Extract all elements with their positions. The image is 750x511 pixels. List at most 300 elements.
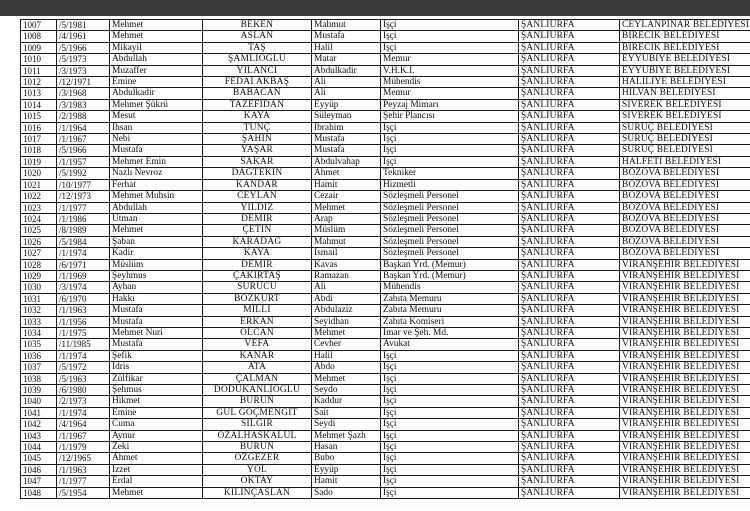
- table-row: [21, 145, 750, 156]
- father-name-cell: Ali: [312, 77, 381, 88]
- city-cell: ŞANLIURFA: [519, 430, 620, 441]
- table-row: [21, 373, 750, 384]
- father-name-cell: Mustafa: [312, 31, 381, 42]
- position-cell: İşçi: [381, 156, 519, 167]
- father-name-cell: Ramazan: [312, 270, 381, 281]
- table-row: [21, 476, 750, 487]
- institution-cell: BOZOVA BELEDİYESİ: [620, 236, 750, 247]
- surname-cell: ÇAKIRTAŞ: [203, 270, 312, 281]
- institution-cell: VİRANŞEHİR BELEDİYESİ: [620, 430, 750, 441]
- surname-cell: ÇALMAN: [203, 373, 312, 384]
- birth-date-cell: /5/1981: [57, 20, 110, 31]
- position-cell: İşçi: [381, 419, 519, 430]
- institution-cell: SURUÇ BELEDİYESİ: [620, 145, 750, 156]
- institution-cell: SİVEREK BELEDİYESİ: [620, 99, 750, 110]
- birth-date-cell: /3/1973: [57, 65, 110, 76]
- first-name-cell: Mesut: [110, 111, 203, 122]
- row-number-cell: 1036: [21, 350, 57, 361]
- father-name-cell: Cevher: [312, 339, 381, 350]
- row-number-cell: 1024: [21, 213, 57, 224]
- position-cell: İşçi: [381, 145, 519, 156]
- institution-cell: VİRANŞEHİR BELEDİYESİ: [620, 419, 750, 430]
- birth-date-cell: /1/1977: [57, 202, 110, 213]
- surname-cell: SAKAR: [203, 156, 312, 167]
- position-cell: İşçi: [381, 453, 519, 464]
- row-number-cell: 1044: [21, 442, 57, 453]
- father-name-cell: Seydi: [312, 419, 381, 430]
- position-cell: Zabıta Memuru: [381, 293, 519, 304]
- position-cell: Hizmetli: [381, 179, 519, 190]
- institution-cell: VİRANŞEHİR BELEDİYESİ: [620, 339, 750, 350]
- city-cell: ŞANLIURFA: [519, 31, 620, 42]
- birth-date-cell: /1/1979: [57, 442, 110, 453]
- first-name-cell: Cuma: [110, 419, 203, 430]
- city-cell: ŞANLIURFA: [519, 259, 620, 270]
- surname-cell: KANAR: [203, 350, 312, 361]
- row-number-cell: 1018: [21, 145, 57, 156]
- birth-date-cell: /5/1984: [57, 236, 110, 247]
- city-cell: ŞANLIURFA: [519, 168, 620, 179]
- position-cell: Memur: [381, 88, 519, 99]
- institution-cell: VİRANŞEHİR BELEDİYESİ: [620, 305, 750, 316]
- city-cell: ŞANLIURFA: [519, 419, 620, 430]
- institution-cell: VİRANŞEHİR BELEDİYESİ: [620, 362, 750, 373]
- surname-cell: ATA: [203, 362, 312, 373]
- surname-cell: YILDIZ: [203, 202, 312, 213]
- position-cell: İşçi: [381, 476, 519, 487]
- table-row: [21, 99, 750, 110]
- father-name-cell: Mahmut: [312, 236, 381, 247]
- position-cell: Başkan Yrd. (Memur): [381, 270, 519, 281]
- father-name-cell: Mehmet: [312, 327, 381, 338]
- city-cell: ŞANLIURFA: [519, 293, 620, 304]
- city-cell: ŞANLIURFA: [519, 225, 620, 236]
- position-cell: Mühendis: [381, 77, 519, 88]
- institution-cell: BİRECİK BELEDİYESİ: [620, 31, 750, 42]
- father-name-cell: Seyidhan: [312, 316, 381, 327]
- institution-cell: BOZOVA BELEDİYESİ: [620, 179, 750, 190]
- father-name-cell: Müslüm: [312, 225, 381, 236]
- position-cell: Sözleşmeli Personel: [381, 191, 519, 202]
- position-cell: İşçi: [381, 407, 519, 418]
- father-name-cell: Ahmet: [312, 168, 381, 179]
- surname-cell: ÇETİN: [203, 225, 312, 236]
- first-name-cell: Aynur: [110, 430, 203, 441]
- city-cell: ŞANLIURFA: [519, 453, 620, 464]
- row-number-cell: 1048: [21, 487, 57, 498]
- institution-cell: VİRANŞEHİR BELEDİYESİ: [620, 407, 750, 418]
- father-name-cell: Ali: [312, 282, 381, 293]
- surname-cell: TUNÇ: [203, 122, 312, 133]
- row-number-cell: 1016: [21, 122, 57, 133]
- table-row: [21, 327, 750, 338]
- city-cell: ŞANLIURFA: [519, 339, 620, 350]
- table-row: [21, 213, 750, 224]
- institution-cell: VİRANŞEHİR BELEDİYESİ: [620, 476, 750, 487]
- birth-date-cell: /6/1971: [57, 259, 110, 270]
- position-cell: Avukat: [381, 339, 519, 350]
- institution-cell: BOZOVA BELEDİYESİ: [620, 213, 750, 224]
- first-name-cell: İzzet: [110, 464, 203, 475]
- row-number-cell: 1034: [21, 327, 57, 338]
- table-row: [21, 236, 750, 247]
- position-cell: Sözleşmeli Personel: [381, 213, 519, 224]
- row-number-cell: 1033: [21, 316, 57, 327]
- surname-cell: FEDAİ AKBAŞ: [203, 77, 312, 88]
- city-cell: ŞANLIURFA: [519, 99, 620, 110]
- city-cell: ŞANLIURFA: [519, 54, 620, 65]
- table-row: [21, 156, 750, 167]
- surname-cell: VEFA: [203, 339, 312, 350]
- institution-cell: EYYÜBİYE BELEDİYESİ: [620, 54, 750, 65]
- institution-cell: VİRANŞEHİR BELEDİYESİ: [620, 464, 750, 475]
- position-cell: Sözleşmeli Personel: [381, 248, 519, 259]
- row-number-cell: 1019: [21, 156, 57, 167]
- birth-date-cell: /12/1965: [57, 453, 110, 464]
- first-name-cell: Abdulkadir: [110, 88, 203, 99]
- institution-cell: HALİLİYE BELEDİYESİ: [620, 77, 750, 88]
- table-row: [21, 88, 750, 99]
- father-name-cell: İbrahim: [312, 122, 381, 133]
- row-number-cell: 1029: [21, 270, 57, 281]
- city-cell: ŞANLIURFA: [519, 145, 620, 156]
- first-name-cell: Utman: [110, 213, 203, 224]
- row-number-cell: 1037: [21, 362, 57, 373]
- father-name-cell: Abdulvahap: [312, 156, 381, 167]
- first-name-cell: Şeyhmus: [110, 270, 203, 281]
- row-number-cell: 1009: [21, 42, 57, 53]
- institution-cell: VİRANŞEHİR BELEDİYESİ: [620, 385, 750, 396]
- institution-cell: VİRANŞEHİR BELEDİYESİ: [620, 270, 750, 281]
- city-cell: ŞANLIURFA: [519, 442, 620, 453]
- position-cell: Mühendis: [381, 282, 519, 293]
- city-cell: ŞANLIURFA: [519, 202, 620, 213]
- birth-date-cell: /3/1983: [57, 99, 110, 110]
- table-row: [21, 202, 750, 213]
- father-name-cell: Abdulkadir: [312, 65, 381, 76]
- row-number-cell: 1013: [21, 88, 57, 99]
- first-name-cell: Muzaffer: [110, 65, 203, 76]
- surname-cell: YAŞAR: [203, 145, 312, 156]
- birth-date-cell: /1/1977: [57, 476, 110, 487]
- row-number-cell: 1047: [21, 476, 57, 487]
- birth-date-cell: /3/1968: [57, 88, 110, 99]
- first-name-cell: Abdullah: [110, 54, 203, 65]
- table-row: [21, 191, 750, 202]
- surname-cell: ASLAN: [203, 31, 312, 42]
- birth-date-cell: /1/1974: [57, 407, 110, 418]
- father-name-cell: Süleyman: [312, 111, 381, 122]
- institution-cell: SİVEREK BELEDİYESİ: [620, 111, 750, 122]
- institution-cell: SURUÇ BELEDİYESİ: [620, 122, 750, 133]
- first-name-cell: İdris: [110, 362, 203, 373]
- city-cell: ŞANLIURFA: [519, 122, 620, 133]
- table-row: [21, 464, 750, 475]
- city-cell: ŞANLIURFA: [519, 213, 620, 224]
- surname-cell: YOL: [203, 464, 312, 475]
- father-name-cell: Sait: [312, 407, 381, 418]
- position-cell: Sözleşmeli Personel: [381, 202, 519, 213]
- first-name-cell: Ayhan: [110, 282, 203, 293]
- city-cell: ŞANLIURFA: [519, 134, 620, 145]
- table-row: [21, 54, 750, 65]
- position-cell: Şehir Plancısı: [381, 111, 519, 122]
- city-cell: ŞANLIURFA: [519, 373, 620, 384]
- surname-cell: BEKEN: [203, 20, 312, 31]
- table-row: [21, 134, 750, 145]
- first-name-cell: Zeki: [110, 442, 203, 453]
- birth-date-cell: /5/1954: [57, 487, 110, 498]
- position-cell: İşçi: [381, 134, 519, 145]
- row-number-cell: 1046: [21, 464, 57, 475]
- birth-date-cell: /6/1980: [57, 385, 110, 396]
- birth-date-cell: /5/1966: [57, 42, 110, 53]
- birth-date-cell: /11/1985: [57, 339, 110, 350]
- first-name-cell: Zülfikar: [110, 373, 203, 384]
- city-cell: ŞANLIURFA: [519, 476, 620, 487]
- institution-cell: BOZOVA BELEDİYESİ: [620, 248, 750, 259]
- institution-cell: HİLVAN BELEDİYESİ: [620, 88, 750, 99]
- table-row: [21, 453, 750, 464]
- table-row: [21, 122, 750, 133]
- first-name-cell: Mehmet: [110, 487, 203, 498]
- institution-cell: VİRANŞEHİR BELEDİYESİ: [620, 316, 750, 327]
- first-name-cell: Mehmet: [110, 225, 203, 236]
- surname-cell: TAZEFİDAN: [203, 99, 312, 110]
- table-row: [21, 225, 750, 236]
- city-cell: ŞANLIURFA: [519, 65, 620, 76]
- institution-cell: VİRANŞEHİR BELEDİYESİ: [620, 350, 750, 361]
- first-name-cell: Mehmet Emin: [110, 156, 203, 167]
- first-name-cell: Kadir: [110, 248, 203, 259]
- city-cell: ŞANLIURFA: [519, 77, 620, 88]
- surname-cell: ÖZGEZER: [203, 453, 312, 464]
- first-name-cell: Emine: [110, 407, 203, 418]
- institution-cell: BİRECİK BELEDİYESİ: [620, 42, 750, 53]
- first-name-cell: Ahmet: [110, 453, 203, 464]
- father-name-cell: Ali: [312, 88, 381, 99]
- institution-cell: VİRANŞEHİR BELEDİYESİ: [620, 442, 750, 453]
- city-cell: ŞANLIURFA: [519, 191, 620, 202]
- row-number-cell: 1017: [21, 134, 57, 145]
- table-row: [21, 259, 750, 270]
- birth-date-cell: /1/1974: [57, 248, 110, 259]
- surname-cell: BOZKURT: [203, 293, 312, 304]
- table-row: [21, 362, 750, 373]
- birth-date-cell: /1/1957: [57, 156, 110, 167]
- institution-cell: VİRANŞEHİR BELEDİYESİ: [620, 396, 750, 407]
- position-cell: İşçi: [381, 42, 519, 53]
- table-row: [21, 77, 750, 88]
- city-cell: ŞANLIURFA: [519, 350, 620, 361]
- personnel-table: [20, 19, 750, 499]
- father-name-cell: Hamit: [312, 476, 381, 487]
- row-number-cell: 1011: [21, 65, 57, 76]
- position-cell: İmar ve Şeh. Md.: [381, 327, 519, 338]
- position-cell: Başkan Yrd. (Memur): [381, 259, 519, 270]
- father-name-cell: Bubo: [312, 453, 381, 464]
- surname-cell: KILINÇASLAN: [203, 487, 312, 498]
- surname-cell: ÖZALHASKALUL: [203, 430, 312, 441]
- surname-cell: KAYA: [203, 111, 312, 122]
- birth-date-cell: /5/1973: [57, 54, 110, 65]
- surname-cell: ERKAN: [203, 316, 312, 327]
- table-row: [21, 350, 750, 361]
- table-row: [21, 179, 750, 190]
- position-cell: Tekniker: [381, 168, 519, 179]
- birth-date-cell: /10/1977: [57, 179, 110, 190]
- table-row: [21, 430, 750, 441]
- father-name-cell: Mustafa: [312, 145, 381, 156]
- father-name-cell: Abdulaziz: [312, 305, 381, 316]
- position-cell: İşçi: [381, 442, 519, 453]
- row-number-cell: 1027: [21, 248, 57, 259]
- father-name-cell: Mustafa: [312, 134, 381, 145]
- first-name-cell: Mustafa: [110, 305, 203, 316]
- row-number-cell: 1040: [21, 396, 57, 407]
- position-cell: Zabıta Komiseri: [381, 316, 519, 327]
- surname-cell: DAĞTEKİN: [203, 168, 312, 179]
- father-name-cell: Matar: [312, 54, 381, 65]
- first-name-cell: Mehmet: [110, 31, 203, 42]
- position-cell: V.H.K.İ.: [381, 65, 519, 76]
- father-name-cell: Arap: [312, 213, 381, 224]
- institution-cell: VİRANŞEHİR BELEDİYESİ: [620, 453, 750, 464]
- birth-date-cell: /1/1967: [57, 134, 110, 145]
- window-top-bar: [0, 0, 750, 16]
- row-number-cell: 1021: [21, 179, 57, 190]
- row-number-cell: 1026: [21, 236, 57, 247]
- birth-date-cell: /1/1963: [57, 464, 110, 475]
- surname-cell: MİLLİ: [203, 305, 312, 316]
- first-name-cell: Nazlı Nevroz: [110, 168, 203, 179]
- institution-cell: VİRANŞEHİR BELEDİYESİ: [620, 327, 750, 338]
- table-row: [21, 316, 750, 327]
- surname-cell: DODUKANLIOĞLU: [203, 385, 312, 396]
- surname-cell: BURUN: [203, 396, 312, 407]
- surname-cell: OLCAN: [203, 327, 312, 338]
- table-row: [21, 419, 750, 430]
- city-cell: ŞANLIURFA: [519, 179, 620, 190]
- row-number-cell: 1043: [21, 430, 57, 441]
- birth-date-cell: /1/1967: [57, 430, 110, 441]
- city-cell: ŞANLIURFA: [519, 385, 620, 396]
- birth-date-cell: /1/1975: [57, 327, 110, 338]
- city-cell: ŞANLIURFA: [519, 305, 620, 316]
- first-name-cell: Hakkı: [110, 293, 203, 304]
- birth-date-cell: /3/1974: [57, 282, 110, 293]
- row-number-cell: 1042: [21, 419, 57, 430]
- row-number-cell: 1031: [21, 293, 57, 304]
- first-name-cell: Mustafa: [110, 316, 203, 327]
- first-name-cell: Şaban: [110, 236, 203, 247]
- position-cell: İşçi: [381, 31, 519, 42]
- birth-date-cell: /5/1966: [57, 145, 110, 156]
- first-name-cell: Mikayil: [110, 42, 203, 53]
- first-name-cell: Abdullah: [110, 202, 203, 213]
- father-name-cell: Halil: [312, 42, 381, 53]
- row-number-cell: 1020: [21, 168, 57, 179]
- surname-cell: KAYA: [203, 248, 312, 259]
- row-number-cell: 1028: [21, 259, 57, 270]
- row-number-cell: 1014: [21, 99, 57, 110]
- father-name-cell: Seydo: [312, 385, 381, 396]
- birth-date-cell: /1/1969: [57, 270, 110, 281]
- position-cell: İşçi: [381, 487, 519, 498]
- birth-date-cell: /1/1964: [57, 122, 110, 133]
- table-row: [21, 407, 750, 418]
- row-number-cell: 1045: [21, 453, 57, 464]
- father-name-cell: Hasan: [312, 442, 381, 453]
- row-number-cell: 1023: [21, 202, 57, 213]
- city-cell: ŞANLIURFA: [519, 270, 620, 281]
- city-cell: ŞANLIURFA: [519, 20, 620, 31]
- row-number-cell: 1039: [21, 385, 57, 396]
- position-cell: Memur: [381, 54, 519, 65]
- birth-date-cell: /6/1970: [57, 293, 110, 304]
- row-number-cell: 1032: [21, 305, 57, 316]
- city-cell: ŞANLIURFA: [519, 396, 620, 407]
- position-cell: İşçi: [381, 385, 519, 396]
- institution-cell: VİRANŞEHİR BELEDİYESİ: [620, 293, 750, 304]
- institution-cell: HALFETİ BELEDİYESİ: [620, 156, 750, 167]
- table-row: [21, 385, 750, 396]
- row-number-cell: 1007: [21, 20, 57, 31]
- table-row: [21, 487, 750, 498]
- institution-cell: CEYLANPINAR BELEDİYESİ: [620, 20, 750, 31]
- position-cell: İşçi: [381, 464, 519, 475]
- surname-cell: OKTAY: [203, 476, 312, 487]
- father-name-cell: Hamit: [312, 179, 381, 190]
- position-cell: Sözleşmeli Personel: [381, 236, 519, 247]
- institution-cell: VİRANŞEHİR BELEDİYESİ: [620, 282, 750, 293]
- table-row: [21, 111, 750, 122]
- surname-cell: ŞAMLIOĞLU: [203, 54, 312, 65]
- surname-cell: KANDAR: [203, 179, 312, 190]
- table-row: [21, 65, 750, 76]
- city-cell: ŞANLIURFA: [519, 111, 620, 122]
- city-cell: ŞANLIURFA: [519, 327, 620, 338]
- city-cell: ŞANLIURFA: [519, 156, 620, 167]
- surname-cell: BABACAN: [203, 88, 312, 99]
- father-name-cell: Abdi: [312, 293, 381, 304]
- father-name-cell: Mehmet Şazh: [312, 430, 381, 441]
- row-number-cell: 1035: [21, 339, 57, 350]
- father-name-cell: Sado: [312, 487, 381, 498]
- institution-cell: BOZOVA BELEDİYESİ: [620, 225, 750, 236]
- city-cell: ŞANLIURFA: [519, 42, 620, 53]
- position-cell: İşçi: [381, 430, 519, 441]
- birth-date-cell: /12/1973: [57, 191, 110, 202]
- table-row: [21, 248, 750, 259]
- row-number-cell: 1022: [21, 191, 57, 202]
- father-name-cell: Mehmet: [312, 373, 381, 384]
- position-cell: Sözleşmeli Personel: [381, 225, 519, 236]
- father-name-cell: Eyyüp: [312, 99, 381, 110]
- institution-cell: BOZOVA BELEDİYESİ: [620, 168, 750, 179]
- father-name-cell: Kavas: [312, 259, 381, 270]
- table-row: [21, 293, 750, 304]
- birth-date-cell: /1/1963: [57, 305, 110, 316]
- institution-cell: VİRANŞEHİR BELEDİYESİ: [620, 487, 750, 498]
- position-cell: İşçi: [381, 362, 519, 373]
- birth-date-cell: /2/1973: [57, 396, 110, 407]
- father-name-cell: Mehmet: [312, 202, 381, 213]
- surname-cell: KARADAĞ: [203, 236, 312, 247]
- position-cell: Zabıta Memuru: [381, 305, 519, 316]
- first-name-cell: Hikmet: [110, 396, 203, 407]
- surname-cell: GÜL GÖÇMENGİT: [203, 407, 312, 418]
